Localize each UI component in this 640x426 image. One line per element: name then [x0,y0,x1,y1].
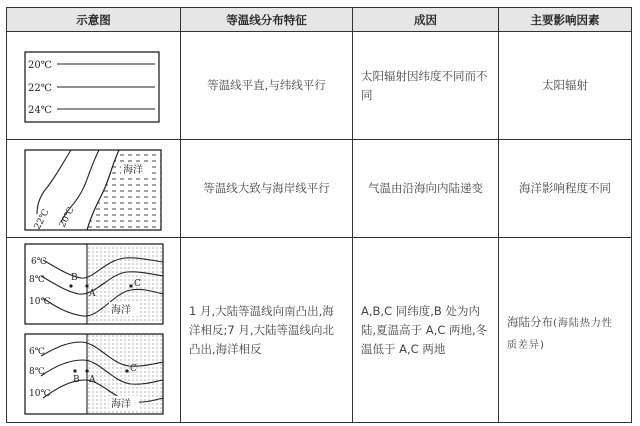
isotherm-label: 10℃ [29,297,51,307]
isotherm-label: 22℃ [28,83,52,94]
factor-cell [499,238,631,422]
cause-text: 气温由沿海向内陆递变 [353,140,499,238]
isotherm-label: 24℃ [28,105,52,116]
isotherm-label: 6℃ [31,257,47,267]
factor-text: 海陆分布 [507,315,553,329]
cause-text: 太阳辐射因纬度不同而不同 [353,32,499,140]
point-label: A [89,375,96,385]
isotherm-label: 22℃ [32,207,52,232]
point-label: C [134,279,141,289]
isotherm-label: 10℃ [29,389,51,399]
isotherm-label: 20℃ [57,205,77,230]
isotherm-label: 8℃ [29,275,45,285]
factor-note: (海陆热力性质差异) [507,318,613,351]
feature-text: 等温线平直,与纬线平行 [181,32,353,140]
diagram-coastline-isotherms [7,140,181,238]
temperature-distribution-table [6,7,632,423]
diagram-land-sea-isotherms [7,238,181,422]
header-feature: 等温线分布特征 [181,8,353,32]
isotherm-label: 6℃ [29,347,45,357]
isotherm-label: 20℃ [28,60,52,71]
sea-label: 海洋 [123,165,143,176]
point-label: C [130,364,137,374]
isotherm-label: 8℃ [29,367,45,377]
sea-label: 海洋 [111,305,131,316]
sea-label: 海洋 [111,399,131,410]
feature-text: 等温线大致与海岸线平行 [181,140,353,238]
feature-text: 1 月,大陆等温线向南凸出,海洋相反;7 月,大陆等温线向北凸出,海洋相反 [181,238,353,422]
factor-text: 海洋影响程度不同 [499,140,631,238]
cause-text: A,B,C 同纬度,B 处为内陆,夏温高于 A,C 两地,冬温低于 A,C 两地 [353,238,499,422]
header-diagram: 示意图 [7,8,181,32]
point-label: B [73,375,80,385]
diagram-latitude-isotherms [7,32,181,140]
header-factor: 主要影响因素 [499,8,631,32]
point-label: B [71,273,78,283]
point-label: A [89,289,96,299]
factor-text: 太阳辐射 [499,32,631,140]
header-cause: 成因 [353,8,499,32]
